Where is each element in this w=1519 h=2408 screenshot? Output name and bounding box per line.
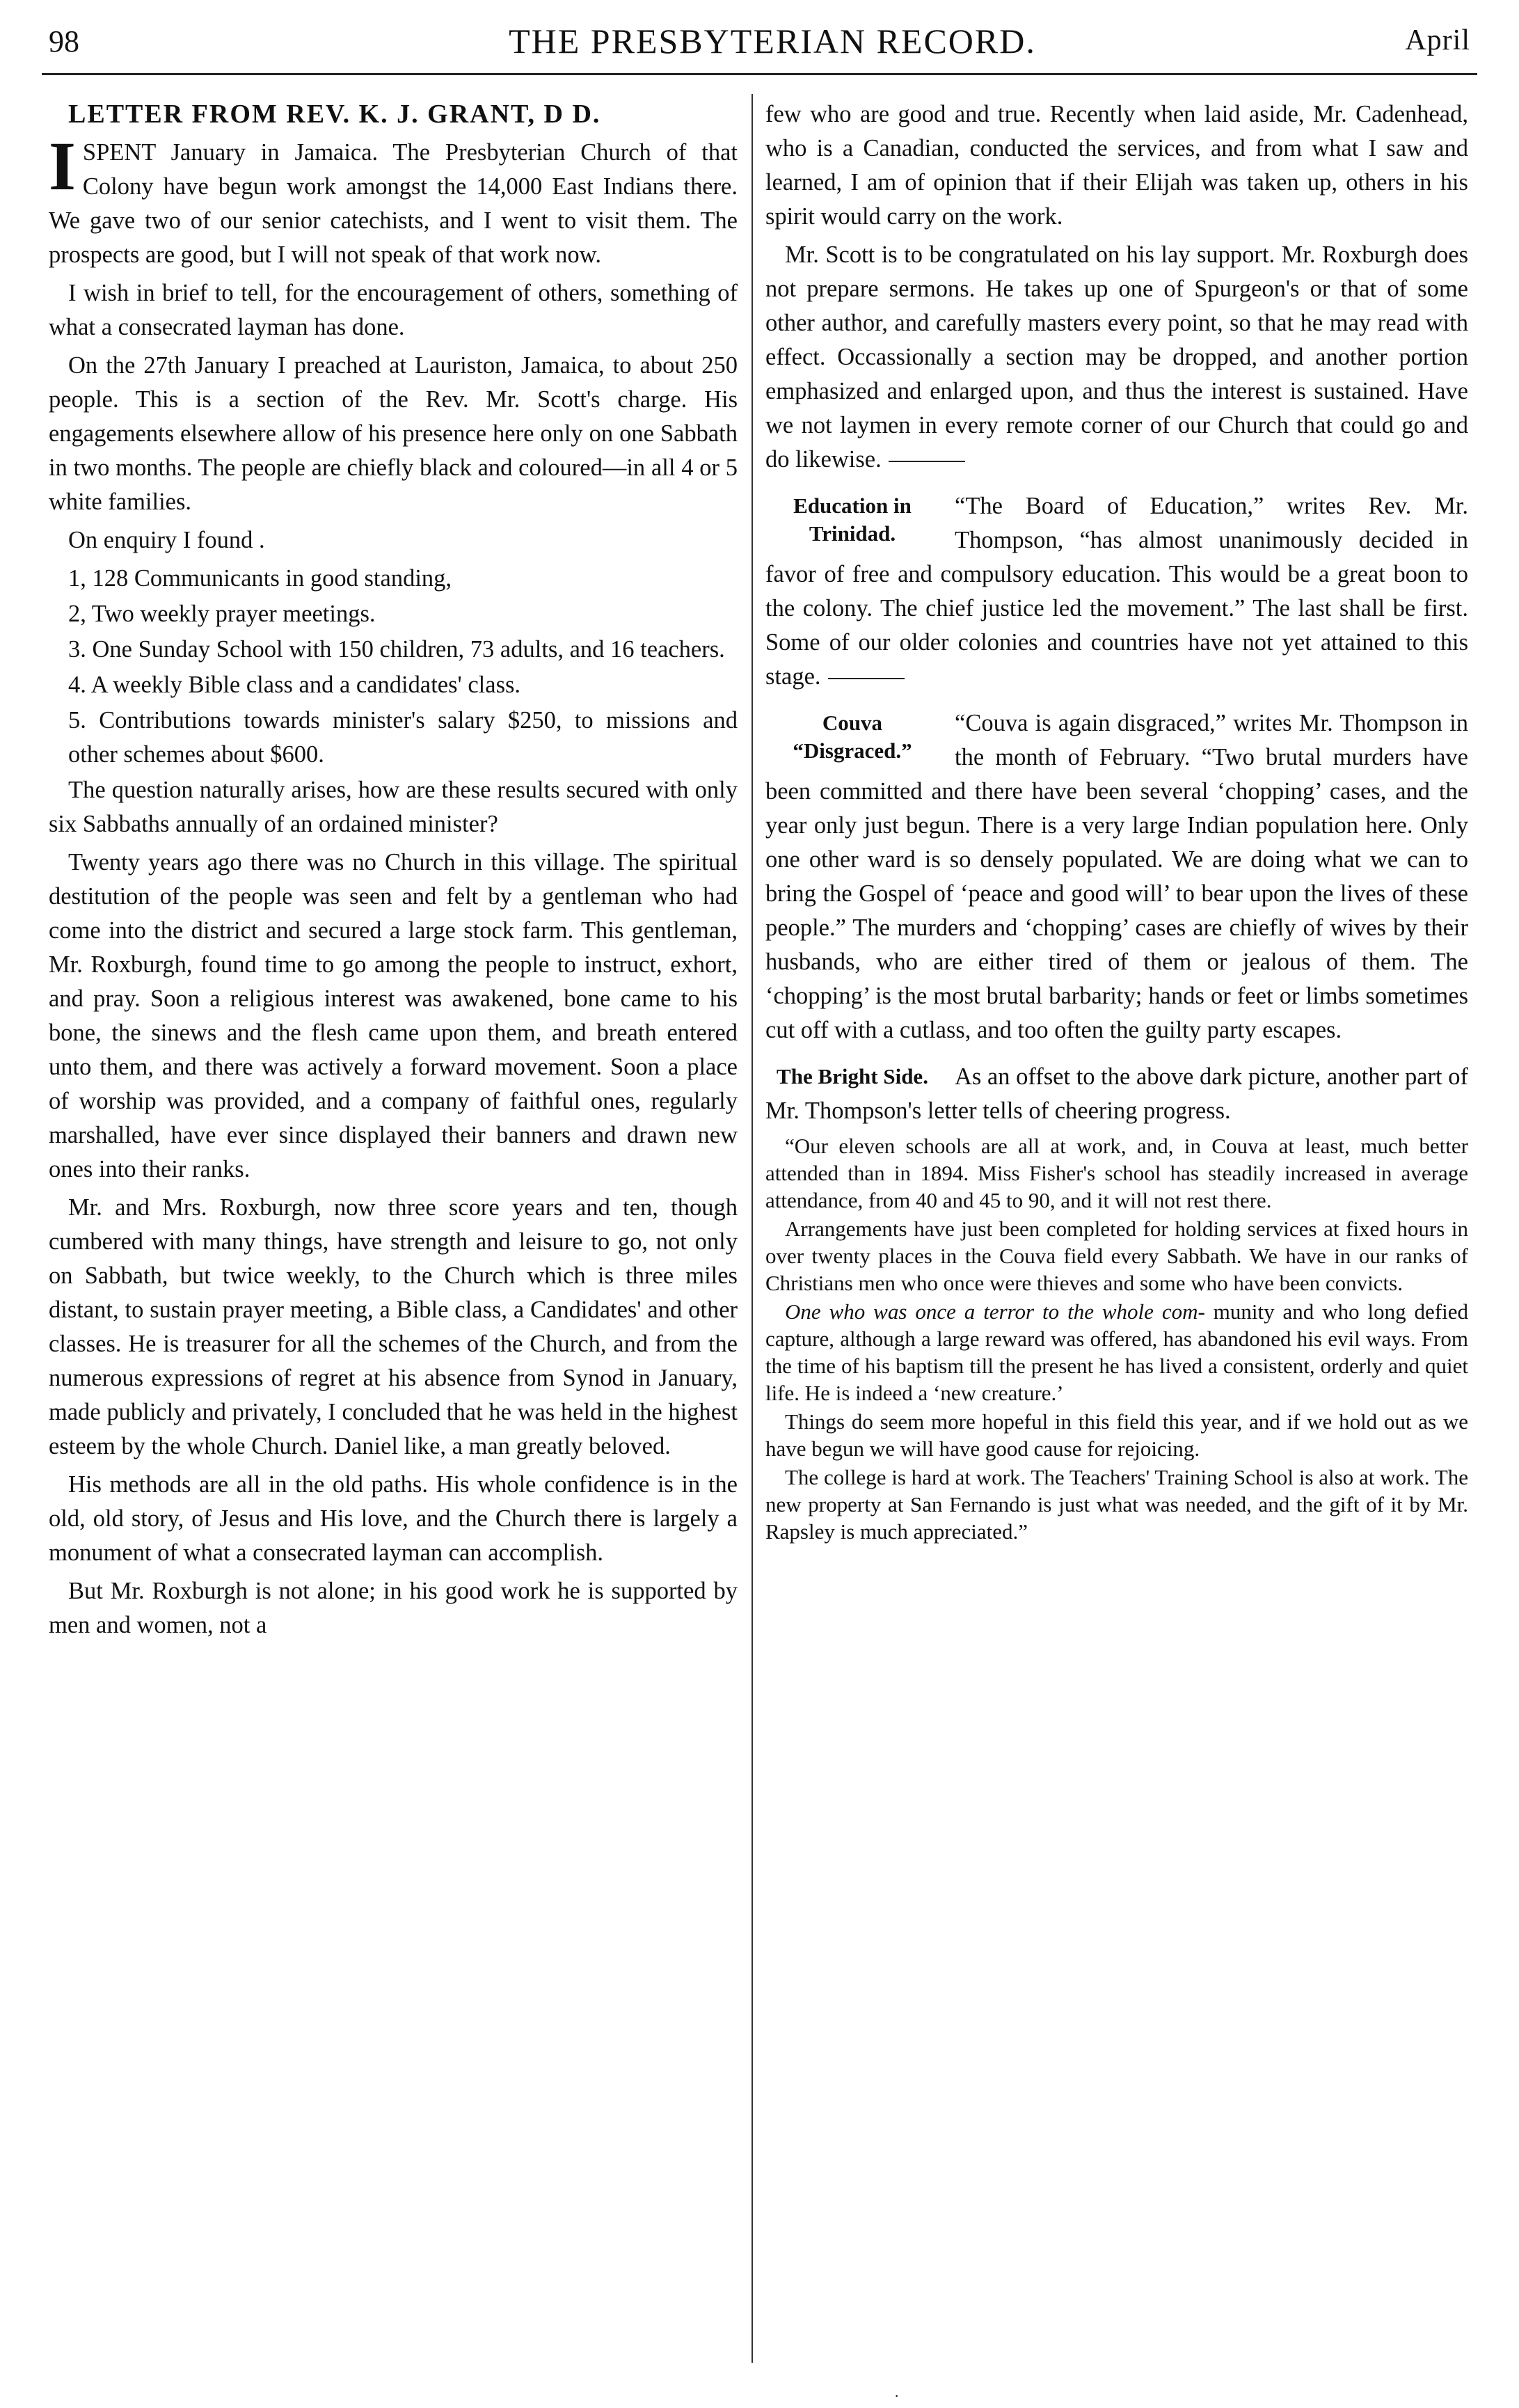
paragraph: But Mr. Roxburgh is not alone; in his good work he is supported by men and women, not a: [49, 1578, 738, 1638]
drop-cap: I: [49, 127, 76, 205]
quote-text: munity and who long defied capture, although a large reward was offered, has abandoned his evil ways. From the time of his baptism till the present he has lived a consistent, orderly and quiet life. He is indeed a ‘new creature.’: [765, 1299, 1469, 1405]
left-column: [49, 97, 738, 1647]
quote-paragraph: Arrangements have just been completed for holding services at fixed hours in over twenty places in the Couva field every Sabbath. We have in our ranks of Christians men who once were thieves and some who have been convicts.: [765, 1217, 1468, 1295]
quote-paragraph: Things do seem more hopeful in this field this year, and if we hold out as we have begun we will have good cause for rejoicing.: [765, 1409, 1468, 1461]
list-item: 5. Contributions towards minister's salary $250, to missions and other schemes about $600.: [68, 707, 738, 768]
paragraph-text: Mr. Scott is to be congratulated on his lay support. Mr. Roxburgh does not prepare sermons. He takes up one of Spurgeon's or that of some other author, and carefully masters every point, so that he may read with effect. Occassionally a section may be dropped, and another portion emphasized and enlarged upon, and thus the interest is sustained. Have we not laymen in every remote corner of our Church that could go and do likewise.: [765, 241, 1468, 473]
section-rule: [889, 461, 965, 462]
paragraph: I wish in brief to tell, for the encouragement of others, something of what a consecrated layman has done.: [49, 280, 738, 340]
quote-paragraph: The college is hard at work. The Teachers' Training School is also at work. The new property at San Fernando is just what was needed, and the gift of it by Mr. Rapsley is much appreciated.”: [765, 1465, 1468, 1544]
paragraph-text: “The Board of Education,” writes Rev. Mr. Thompson, “has almost unanimously decided in favor of free and compulsory education. This would be a great boon to the colony. The chief justice led the movement.” The last shall be first. Some of our older colonies and countries have not yet attained to this stage.: [765, 493, 1468, 690]
article-heading: LETTER FROM REV. K. J. GRANT, D D.: [68, 100, 601, 129]
header-rule: [42, 73, 1477, 75]
paragraph: Mr. and Mrs. Roxburgh, now three score years and ten, though cumbered with many things, have strength and leisure to go, not only on Sabbath, but twice weekly, to the Church which is three miles distant, to sustain prayer meeting, a Bible class, a Candidates' and other classes. He is treasurer for all the schemes of the Church, and from the numerous expressions of regret at his absence from Synod in January, made publicly and privately, I concluded that he was held in the highest esteem by the whole Church. Daniel like, a man greatly beloved.: [49, 1194, 738, 1459]
paragraph: His methods are all in the old paths. His whole confidence is in the old, old story, of Jesus and His love, and the Church there is largely a monument of what a consecrated layman can accomplish.: [49, 1471, 738, 1566]
paragraph: Twenty years ago there was no Church in this village. The spiritual destitution of the people was seen and felt by a gentleman who had come into the district and secured a large stock farm. This gentleman, Mr. Roxburgh, found time to go among the people to instruct, exhort, and pray. Soon a religious interest was awakened, bone came to his bone, the sinews and the flesh came upon them, and breath entered unto them, and there was actively a forward movement. Soon a place of worship was provided, and a company of faithful ones, regularly marshalled, have ever since displayed their banners and drawn new ones into their ranks.: [49, 849, 738, 1182]
news-item-education: [765, 489, 1468, 694]
paragraph: few who are good and true. Recently when laid aside, Mr. Cadenhead, who is a Canadian, conducted the services, and from what I saw and learned, I am of opinion that if their Elijah was taken up, others in his spirit would carry on the work.: [765, 101, 1468, 230]
quote-paragraph: [765, 1298, 1468, 1407]
footer-mark: ·: [894, 2387, 900, 2405]
paragraph: As an offset to the above dark picture, another part of Mr. Thompson's letter tells of cheering progress.: [765, 1063, 1468, 1124]
paragraph-text: SPENT January in Jamaica. The Presbyterian Church of that Colony have begun work amongst the 14,000 East Indians there. We gave two of our senior catechists, and I went to visit them. The prospects are good, but I will not speak of that work now.: [49, 139, 738, 268]
paragraph: [765, 238, 1468, 477]
list-item: 2, Two weekly prayer meetings.: [68, 601, 376, 627]
section-rule: [828, 678, 905, 679]
list-item: 1, 128 Communicants in good standing,: [68, 565, 452, 592]
news-item-couva: [765, 706, 1468, 1047]
column-divider: [751, 94, 753, 2363]
list-item: 3. One Sunday School with 150 children, 73 adults, and 16 teachers.: [68, 636, 725, 663]
page-header: [0, 0, 1519, 77]
paragraph: [49, 127, 738, 272]
paragraph: “Couva is again disgraced,” writes Mr. Thompson in the month of February. “Two brutal murders have been committed and there have been several ‘chopping’ cases, and the year only just begun. There is a very large Indian population here. Only one other ward is so densely populated. We are doing what we can to bring the Gospel of ‘peace and good will’ to bear upon the lives of these people.” The murders and ‘chopping’ cases are chiefly of wives by their husbands, who are either tired of them or jealous of them. The ‘chopping’ is the most brutal barbarity; hands or feet or limbs sometimes cut off with a cutlass, and too often the guilty party escapes.: [765, 710, 1468, 1043]
side-heading: The Bright Side.: [777, 1064, 928, 1088]
issue-month: April: [1405, 24, 1470, 56]
journal-title: THE PRESBYTERIAN RECORD.: [509, 22, 1036, 61]
page-number: 98: [49, 24, 79, 58]
quote-paragraph: “Our eleven schools are all at work, and, in Couva at least, much better attended than in 1894. Miss Fisher's school has steadily increased in average attendance, from 40 and 45 to 90, and it will not rest there.: [765, 1134, 1468, 1212]
italic-text: One who was once a terror to the whole com-: [785, 1299, 1205, 1324]
paragraph: On enquiry I found .: [68, 527, 265, 553]
side-heading: Education in Trinidad.: [793, 493, 912, 546]
list-item: 4. A weekly Bible class and a candidates' class.: [68, 672, 521, 698]
paragraph: On the 27th January I preached at Lauriston, Jamaica, to about 250 people. This is a section of the Rev. Mr. Scott's charge. His engagements elsewhere allow of his presence here only on one Sabbath in two months. The people are chiefly black and coloured—in all 4 or 5 white families.: [49, 352, 738, 515]
right-column: [765, 97, 1468, 1546]
news-item-bright-side: [765, 1060, 1468, 1128]
side-heading: Couva “Disgraced.”: [793, 711, 912, 763]
quoted-letter: [765, 1132, 1468, 1545]
paragraph: The question naturally arises, how are these results secured with only six Sabbaths annually of an ordained minister?: [49, 777, 738, 837]
